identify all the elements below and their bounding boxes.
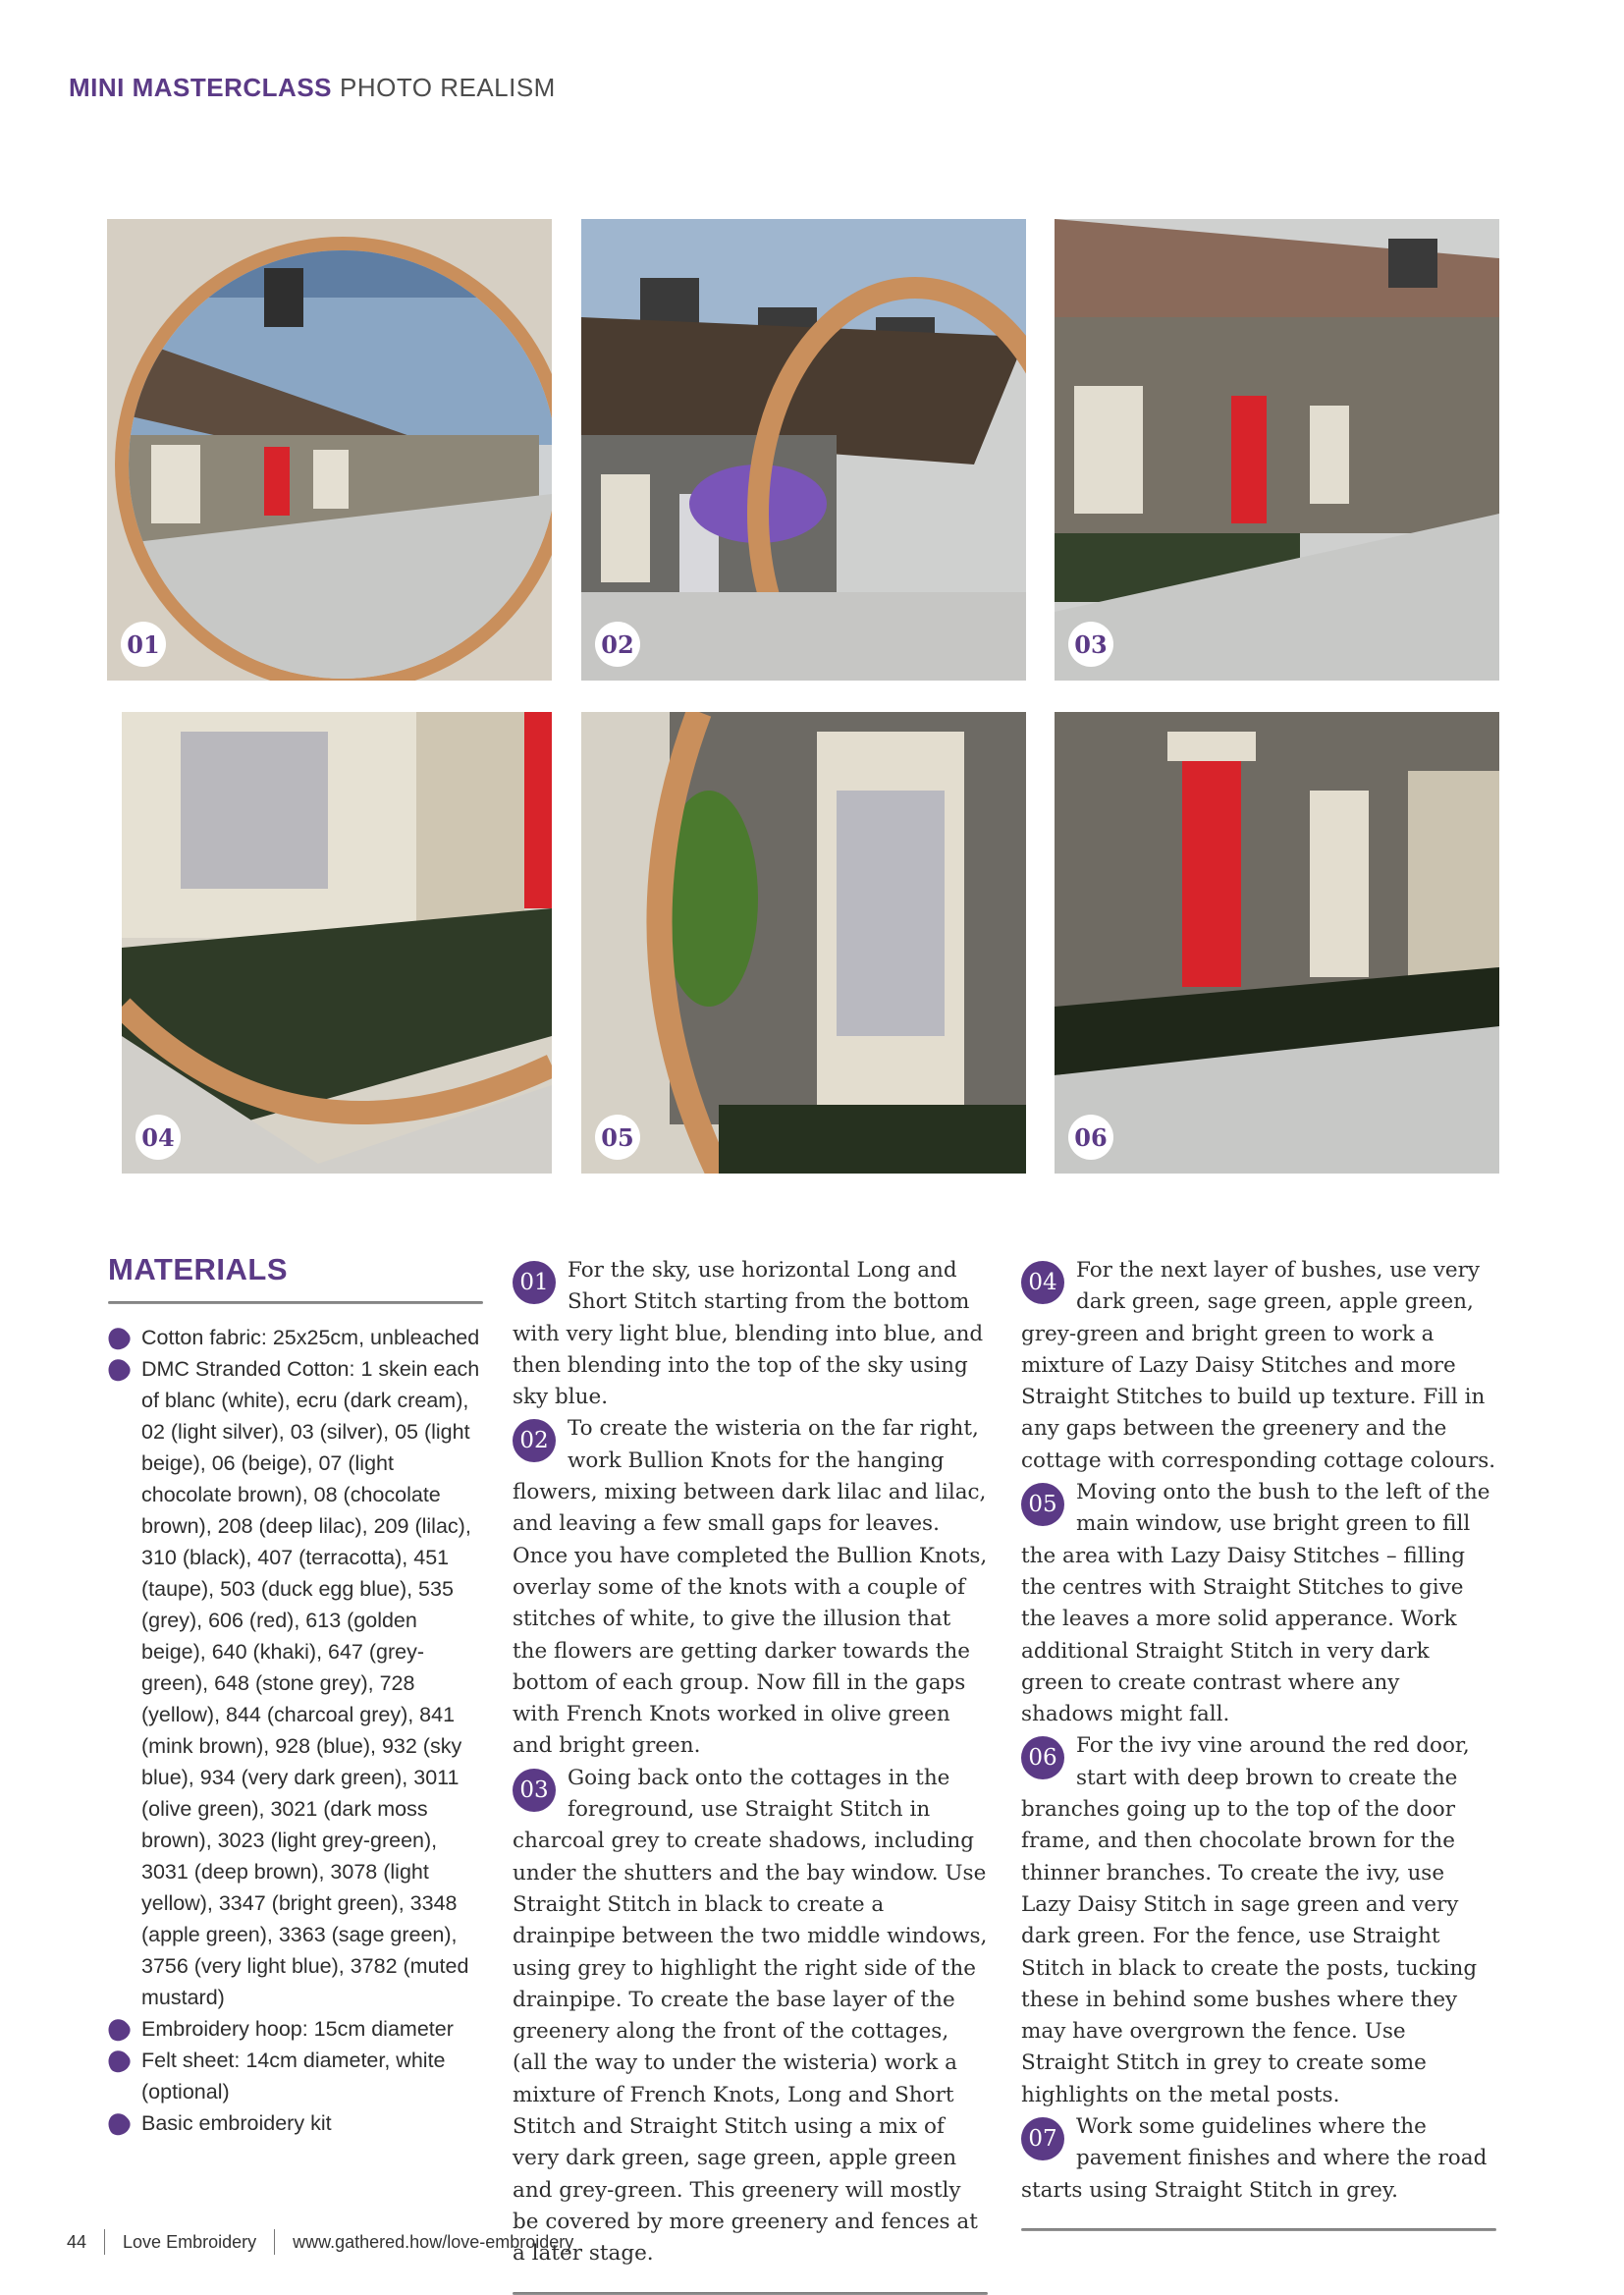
embroidery-photo-01-image [107, 219, 552, 681]
steps-column-1 [513, 1255, 988, 2295]
step-number: 03 [513, 1769, 556, 1812]
materials-title: MATERIALS [108, 1252, 289, 1286]
list-item: Felt sheet: 14cm diameter, white (optional) [108, 2045, 486, 2107]
bullet-icon [104, 1324, 134, 1353]
embroidery-photo-06-image [1055, 712, 1499, 1174]
step-text: Moving onto the bush to the left of the main window, use bright green to fill the area with Lazy Daisy Stitches – filling the centres with Straight Stitches to give the leaves a more solid apperance. Work additional Straight Stitch in very dark green to create contrast where any shadows might fall. [1021, 1480, 1490, 1727]
step-text: Work some guidelines where the pavement finishes and where the road starts using Straight Stitch in grey. [1021, 2114, 1488, 2203]
list-item: DMC Stranded Cotton: 1 skein each of blanc (white), ecru (dark cream), 02 (light silver), 03 (silver), 05 (light beige), 06 (beige), 07 (light chocolate brown), 08 (chocolate brown), 208 (deep lilac), 209 (lilac), 310 (black), 407 (terracotta), 451 (taupe), 503 (duck egg blue), 535 (grey), 606 (red), 613 (golden beige), 640 (khaki), 647 (grey-green), 648 (stone grey), 728 (yellow), 844 (charcoal grey), 841 (mink brown), 928 (blue), 932 (sky blue), 934 (very dark green), 3011 (olive green), 3021 (dark moss brown), 3023 (light grey-green), 3031 (deep brown), 3078 (light yellow), 3347 (bright green), 3348 (apple green), 3363 (sage green), 3756 (very light blue), 3782 (muted mustard) [108, 1353, 486, 2013]
step-number: 05 [1021, 1483, 1064, 1526]
photo-label: 05 [595, 1115, 640, 1160]
section-title: MINI MASTERCLASS [69, 73, 332, 102]
magazine-url[interactable]: www.gathered.how/love-embroidery [293, 2231, 574, 2252]
section-topic: PHOTO REALISM [340, 73, 556, 102]
step-05 [1021, 1477, 1496, 1730]
bullet-icon [104, 1355, 134, 1385]
bullet-icon [104, 2109, 134, 2139]
photo-label: 01 [121, 622, 166, 667]
step-06 [1021, 1730, 1496, 2111]
step-number: 07 [1021, 2117, 1064, 2160]
page-number: 44 [67, 2231, 87, 2252]
step-text: For the sky, use horizontal Long and Short Stitch starting from the bottom with very light blue, blending into blue, and then blending into the top of the sky using sky blue. [513, 1258, 984, 1410]
bullet-icon [104, 2047, 134, 2076]
embroidery-photo-05-image [581, 712, 1026, 1174]
photo-01 [107, 219, 552, 681]
photo-02 [581, 219, 1026, 681]
page-header [69, 73, 556, 103]
step-01 [513, 1255, 988, 1413]
step-04 [1021, 1255, 1496, 1477]
step-02 [513, 1413, 988, 1762]
step-03 [513, 1763, 988, 2270]
photo-label: 03 [1068, 622, 1113, 667]
list-item: Cotton fabric: 25x25cm, unbleached [108, 1322, 486, 1353]
materials-panel [108, 1252, 486, 2139]
footer-separator [104, 2229, 105, 2255]
photo-label: 02 [595, 622, 640, 667]
magazine-name: Love Embroidery [123, 2231, 257, 2252]
step-text: Going back onto the cottages in the foreground, use Straight Stitch in charcoal grey to create shadows, including under the shutters and the bay window. Use Straight Stitch in black to create a drainpipe between the two middle windows, using grey to highlight the right side of the drainpipe. To create the base layer of the greenery along the front of the cottages, (all the way to under the wisteria) work a mixture of French Knots, Long and Short Stitch and Straight Stitch using a mix of very dark green, sage green, apple green and grey-green. This greenery will mostly be covered by more greenery and fences at a later stage. [513, 1765, 988, 2267]
footer-separator [274, 2229, 275, 2255]
step-text: To create the wisteria on the far right, work Bullion Knots for the hanging flowers, mixing between dark lilac and lilac, and leaving a few small gaps for leaves. Once you have completed the Bullion Knots, overlay some of the knots with a couple of stitches of white, to give the illusion that the flowers are getting darker towards the bottom of each group. Now fill in the gaps with French Knots worked in olive green and bright green. [513, 1416, 988, 1759]
step-text: For the ivy vine around the red door, start with deep brown to create the branches going up to the top of the door frame, and then chocolate brown for the thinner branches. To create the ivy, use Lazy Daisy Stitch in sage green and very dark green. For the fence, use Straight Stitch in black to create the posts, tucking these in behind some bushes where they may have overgrown the fence. Use Straight Stitch in grey to create some highlights on the metal posts. [1021, 1733, 1478, 2107]
materials-list [108, 1322, 486, 2139]
list-item: Basic embroidery kit [108, 2107, 486, 2139]
column-divider [513, 2292, 988, 2295]
step-number: 02 [513, 1419, 556, 1462]
column-divider [1021, 2228, 1496, 2231]
step-number: 06 [1021, 1736, 1064, 1779]
embroidery-photo-02-image [581, 219, 1026, 681]
photo-03 [1055, 219, 1499, 681]
embroidery-photo-04-image [122, 712, 552, 1174]
step-text: For the next layer of bushes, use very dark green, sage green, apple green, grey-green and bright green to work a mixture of Lazy Daisy Stitches and more Straight Stitches to build up texture. Fill in any gaps between the greenery and the cottage with corresponding cottage colours. [1021, 1258, 1496, 1473]
photo-label: 06 [1068, 1115, 1113, 1160]
bullet-icon [104, 2015, 134, 2045]
steps-column-2 [1021, 1255, 1496, 2231]
step-07 [1021, 2111, 1496, 2207]
materials-divider [108, 1301, 483, 1304]
photo-04 [122, 712, 552, 1174]
step-number: 01 [513, 1261, 556, 1304]
step-number: 04 [1021, 1261, 1064, 1304]
photo-05 [581, 712, 1026, 1174]
page-footer [67, 2229, 573, 2255]
photo-label: 04 [135, 1115, 181, 1160]
photo-06 [1055, 712, 1499, 1174]
embroidery-photo-03-image [1055, 219, 1499, 681]
list-item: Embroidery hoop: 15cm diameter [108, 2013, 486, 2045]
